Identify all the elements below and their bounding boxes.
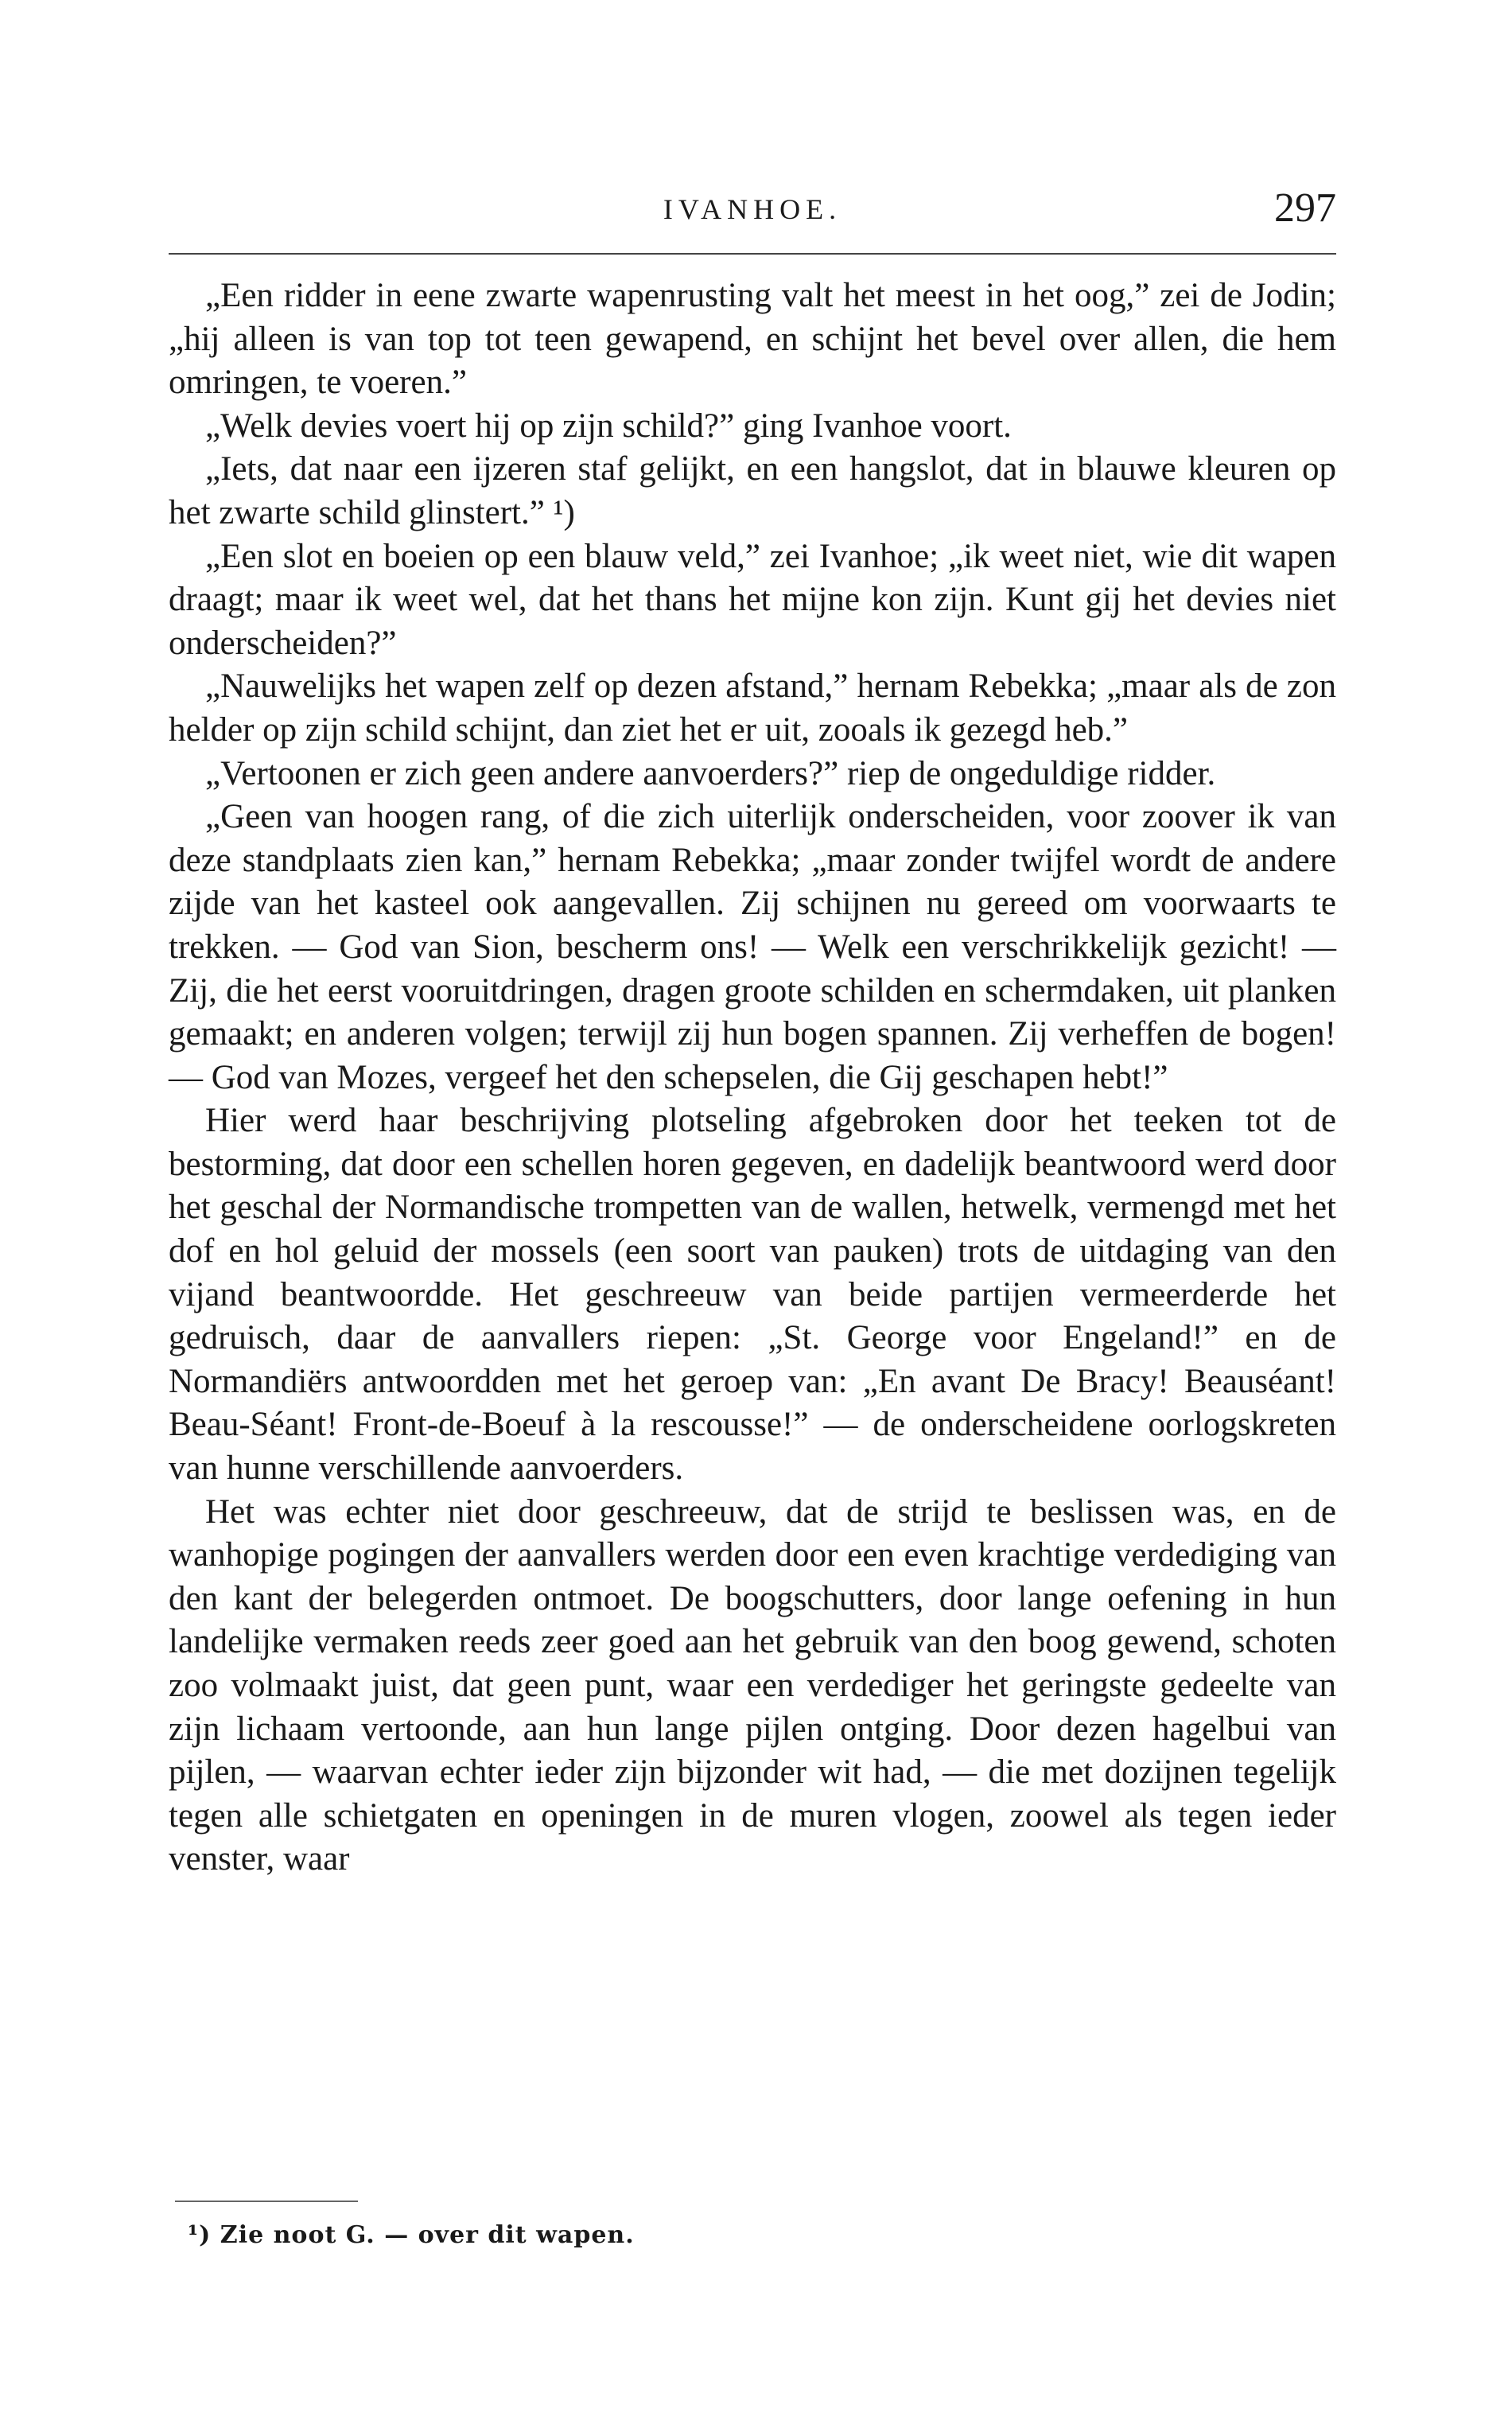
page-number: 297	[1274, 185, 1336, 231]
paragraph: Hier werd haar beschrijving plotseling afgebroken door het teeken tot de bestorming, dat door een schellen horen gegeven, en dadelijk beantwoord werd door het geschal der Normandische trompetten van de wallen, hetwelk, vermengd met het dof en hol geluid der mossels (een soort van pauken) trots de uitdaging van den vijand beantwoordde. Het geschreeuw van beide partijen vermeerderde het gedruisch, daar de aanvallers riepen: „St. George voor Engeland!” en de Normandiërs antwoordden met het geroep van: „En avant De Bracy! Beauséant! Beau-Séant! Front-de-Boeuf à la rescousse!” — de onderscheidene oorlogskreten van hunne verschillende aanvoerders.	[169, 1102, 1336, 1488]
paragraph: „Een ridder in eene zwarte wapenrusting valt het meest in het oog,” zei de Jodin; „hij alleen is van top tot teen gewapend, en schijnt het bevel over allen, die hem omringen, te voeren.”	[169, 277, 1336, 402]
body-text	[169, 274, 1336, 1881]
paragraph: „Iets, dat naar een ijzeren staf gelijkt, en een hangslot, dat in blauwe kleuren op het zwarte schild glinstert.” ¹)	[169, 450, 1336, 531]
running-header	[169, 185, 1336, 240]
footnote-rule	[175, 2201, 358, 2202]
header-rule	[169, 253, 1336, 255]
paragraph: „Welk devies voert hij op zijn schild?” ging Ivanhoe voort.	[205, 407, 1012, 445]
paragraph: Het was echter niet door geschreeuw, dat de strijd te beslissen was, en de wanhopige pogingen der aanvallers werden door een even krachtige verdediging van den kant der belegerden ontmoet. De boogschutters, door lange oefening in hun landelijke vermaken reeds zeer goed aan het gebruik van den boog gewend, schoten zoo volmaakt juist, dat geen punt, waar een verdediger het geringste gedeelte van zijn lichaam vertoonde, aan hun lange pijlen ontging. Door dezen hagelbui van pijlen, — waarvan echter ieder zijn bijzonder wit had, — die met dozijnen tegelijk tegen alle schietgaten en openingen in de muren vlogen, zoowel als tegen ieder venster, waar	[169, 1492, 1336, 1878]
footnote	[188, 2221, 635, 2249]
running-title: IVANHOE.	[663, 193, 842, 225]
footnote-marker: ¹)	[188, 2221, 212, 2249]
paragraph: „Vertoonen er zich geen andere aanvoerders?” riep de ongeduldige ridder.	[205, 754, 1216, 792]
paragraph: „Een slot en boeien op een blauw veld,” zei Ivanhoe; „ik weet niet, wie dit wapen draagt; maar ik weet wel, dat het thans het mijne kon zijn. Kunt gij het devies niet onderscheiden?”	[169, 537, 1336, 662]
paragraph: „Nauwelijks het wapen zelf op dezen afstand,” hernam Rebekka; „maar als de zon helder op zijn schild schijnt, dan ziet het er uit, zooals ik gezegd heb.”	[169, 667, 1336, 749]
paragraph: „Geen van hoogen rang, of die zich uiterlijk onderscheiden, voor zoover ik van deze standplaats zien kan,” hernam Rebekka; „maar zonder twijfel wordt de andere zijde van het kasteel ook aangevallen. Zij schijnen nu gereed om voorwaarts te trekken. — God van Sion, bescherm ons! — Welk een verschrikkelijk gezicht! — Zij, die het eerst vooruitdringen, dragen groote schilden en schermdaken, uit planken gemaakt; en anderen volgen; terwijl zij hun bogen spannen. Zij verheffen de bogen! — God van Mozes, vergeef het den schepselen, die Gij geschapen hebt!”	[169, 798, 1336, 1096]
footnote-text: Zie noot G. — over dit wapen.	[220, 2221, 635, 2249]
